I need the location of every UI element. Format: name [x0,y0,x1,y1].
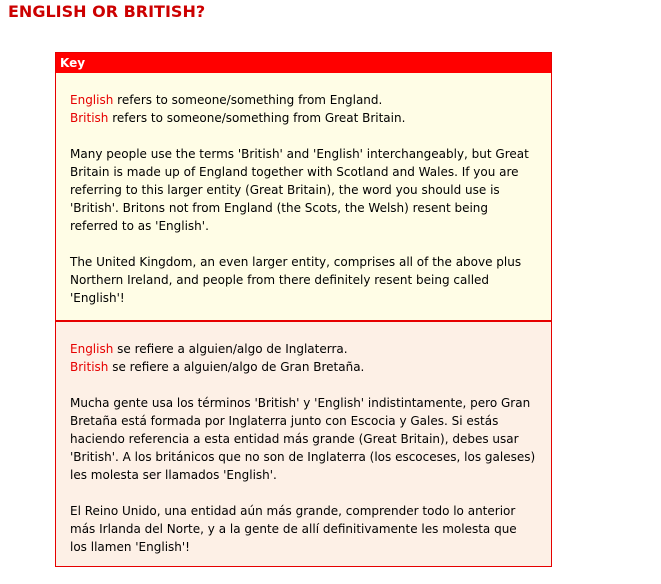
definitions [70,340,537,376]
key-box [55,52,552,567]
definition-british: se refiere a alguien/algo de Gran Bretaña. [108,360,365,374]
paragraph-usage: Mucha gente usa los términos 'British' y 'English' indistintamente, pero Gran Bretaña está formada por Inglaterra junto con Escocia y Gales. Si estás haciendo referencia a esta entidad más grande (Great Britain), debes usar 'British'. A los británicos que no son de Inglaterra (los escoceses, los galeses) les molesta ser llamados 'English'. [70,396,536,482]
paragraph-united-kingdom: The United Kingdom, an even larger entity, comprises all of the above plus Northern Ireland, and people from there definitely resent being called 'English'! [70,255,522,305]
term-british: British [70,111,109,125]
english-section [56,73,551,322]
page-title: ENGLISH OR BRITISH? [8,2,206,21]
paragraph-united-kingdom: El Reino Unido, una entidad aún más grande, comprender todo lo anterior más Irlanda del Norte, y a la gente de allí definitivamente les molesta que los llamen 'English'! [70,504,517,554]
definition-english: se refiere a alguien/algo de Inglaterra. [113,342,348,356]
term-british: British [70,360,109,374]
key-header: Key [56,53,551,73]
term-english: English [70,342,114,356]
paragraph-usage: Many people use the terms 'British' and 'English' interchangeably, but Great Britain is made up of England together with Scotland and Wales. If you are referring to this larger entity (Great Britain), the word you should use is 'British'. Britons not from England (the Scots, the Welsh) resent being referred to as 'English'. [70,147,529,233]
definition-british: refers to someone/something from Great Britain. [108,111,406,125]
definition-english: refers to someone/something from England. [113,93,383,107]
term-english: English [70,93,114,107]
spanish-section [56,322,551,566]
definitions [70,91,537,127]
